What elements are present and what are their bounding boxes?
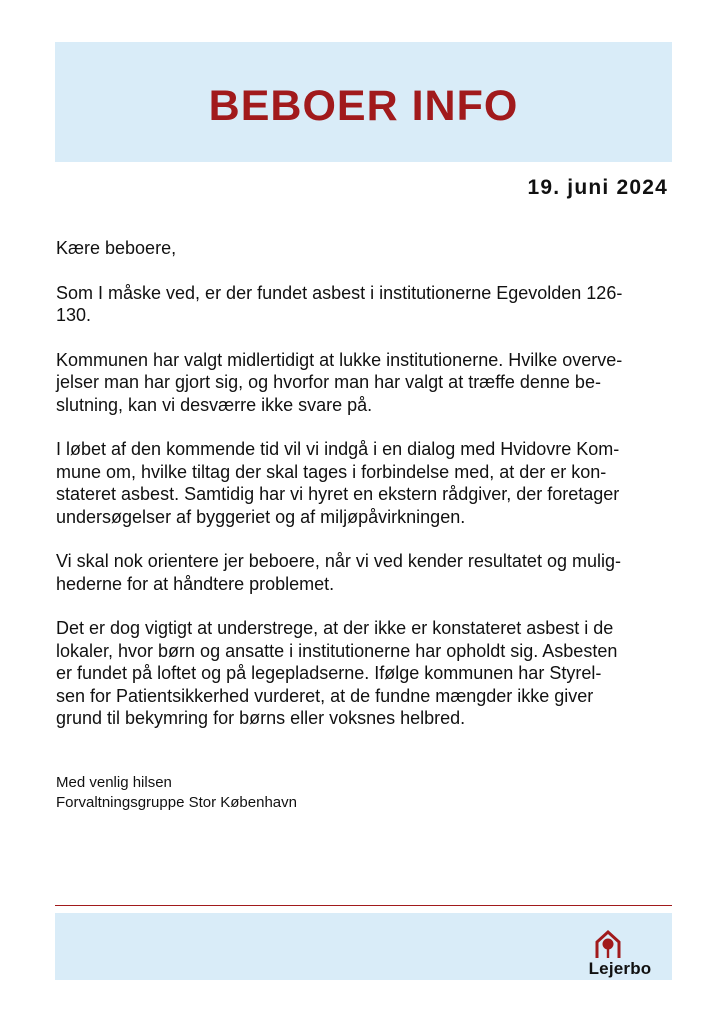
page-title: BEBOER INFO xyxy=(208,81,519,130)
line: 130. xyxy=(56,305,92,325)
line: hederne for at håndtere problemet. xyxy=(56,573,335,594)
signoff xyxy=(56,773,297,813)
footer-divider xyxy=(55,905,672,906)
header-band xyxy=(55,42,672,162)
paragraph-4 xyxy=(56,550,676,595)
footer-band xyxy=(55,913,672,980)
logo-text: Lejerbo xyxy=(588,959,652,978)
line: Vi skal nok orientere jer beboere, når vi ved kender resultatet og mulig- xyxy=(56,551,621,571)
house-tree-icon xyxy=(594,929,622,959)
greeting: Kære beboere, xyxy=(56,238,177,258)
paragraph-5 xyxy=(56,617,676,730)
paragraph-3 xyxy=(56,438,676,528)
line: lokaler, hvor børn og ansatte i institutionerne har opholdt sig. Asbesten xyxy=(56,640,618,661)
line: I løbet af den kommende tid vil vi indgå i en dialog med Hvidovre Kom- xyxy=(56,439,620,459)
line: Det er dog vigtigt at understrege, at der ikke er konstateret asbest i de xyxy=(56,618,614,638)
line: stateret asbest. Samtidig har vi hyret en ekstern rådgiver, der foretager xyxy=(56,484,620,504)
closing: Med venlig hilsen xyxy=(56,774,172,791)
paragraph-1 xyxy=(56,282,676,327)
line: er fundet på loftet og på legepladserne. Ifølge kommunen har Styrel- xyxy=(56,663,602,683)
line: grund til bekymring for børns eller voksnes helbred. xyxy=(56,708,466,728)
lejerbo-logo xyxy=(578,929,662,981)
line: Kommunen har valgt midlertidigt at lukke institutionerne. Hvilke overve- xyxy=(56,349,623,370)
sender: Forvaltningsgruppe Stor København xyxy=(56,794,297,811)
line: jelser man har gjort sig, og hvorfor man har valgt at træffe denne be- xyxy=(56,372,601,392)
line: slutning, kan vi desværre ikke svare på. xyxy=(56,394,373,415)
line: undersøgelser af byggeriet og af miljøpåvirkningen. xyxy=(56,506,466,527)
line: Som I måske ved, er der fundet asbest i institutionerne Egevolden 126- xyxy=(56,282,623,303)
letter-date: 19. juni 2024 xyxy=(527,176,668,199)
line: mune om, hvilke tiltag der skal tages i forbindelse med, at der er kon- xyxy=(56,461,607,482)
letter-body xyxy=(56,237,676,752)
line: sen for Patientsikkerhed vurderet, at de fundne mængder ikke giver xyxy=(56,685,594,706)
paragraph-2 xyxy=(56,349,676,417)
